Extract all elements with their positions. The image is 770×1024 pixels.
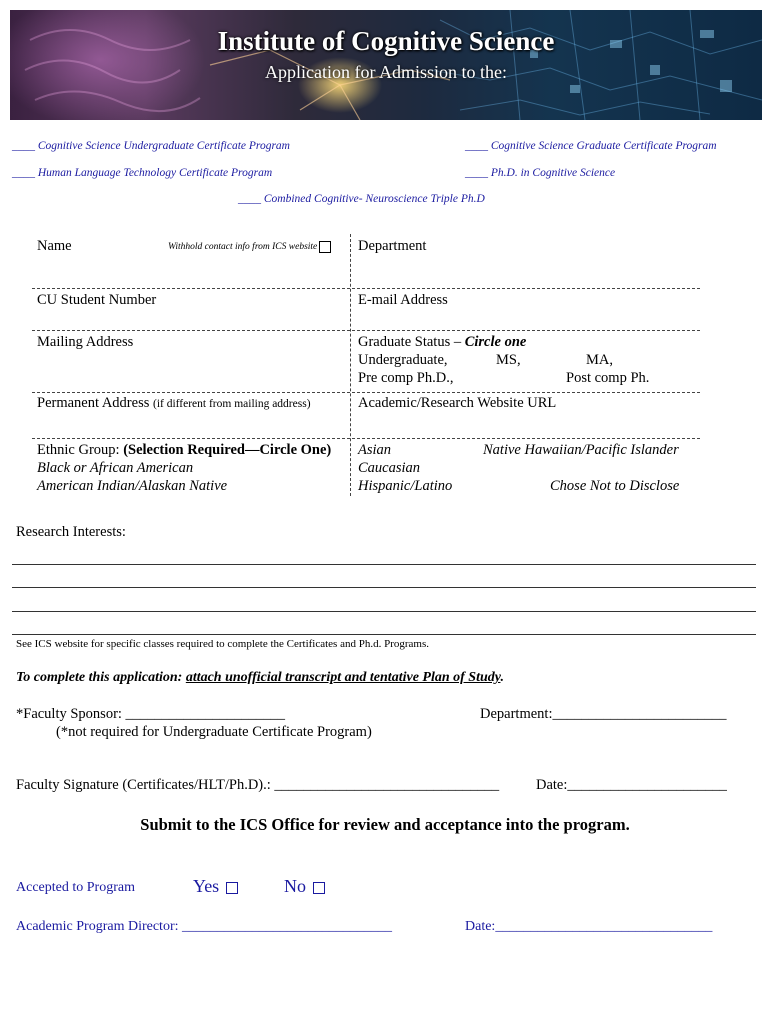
- ethnic-option-caucasian[interactable]: Caucasian: [358, 460, 421, 476]
- signature-date-field[interactable]: Date:______________________: [536, 777, 727, 793]
- status-ms-option[interactable]: MS,: [496, 352, 521, 368]
- research-line[interactable]: [12, 611, 756, 612]
- ethnic-group-label: Ethnic Group:: [37, 442, 124, 458]
- faculty-sponsor-note: (*not required for Undergraduate Certificate Program): [56, 724, 372, 740]
- program-undergrad-cert[interactable]: ____ Cognitive Science Undergraduate Certificate Program: [12, 140, 290, 152]
- research-interests-label: Research Interests:: [16, 524, 126, 540]
- ethnic-option-hawaiian[interactable]: Native Hawaiian/Pacific Islander: [483, 442, 679, 458]
- accepted-no-label: No: [284, 876, 306, 896]
- program-triple-phd[interactable]: ____ Combined Cognitive- Neuroscience Triple Ph.D: [238, 193, 485, 205]
- status-precomp-option[interactable]: Pre comp Ph.D.,: [358, 370, 454, 386]
- ethnic-group-heading: [37, 442, 331, 459]
- research-line[interactable]: [12, 634, 756, 635]
- form-row-divider: [32, 330, 700, 331]
- status-postcomp-option[interactable]: Post comp Ph.: [566, 370, 650, 386]
- cu-student-number-label[interactable]: CU Student Number: [37, 292, 157, 308]
- accepted-no-option[interactable]: [284, 876, 325, 897]
- page-subtitle: Application for Admission to the:: [265, 62, 507, 82]
- ethnic-option-not-disclose[interactable]: Chose Not to Disclose: [550, 478, 680, 494]
- ethnic-required-note: (Selection Required—Circle One): [123, 442, 332, 458]
- mailing-address-label[interactable]: Mailing Address: [37, 334, 134, 350]
- form-row-divider: [32, 392, 700, 393]
- form-row-divider: [32, 288, 700, 289]
- sponsor-department-field[interactable]: Department:________________________: [480, 706, 727, 722]
- accepted-yes-label: Yes: [193, 876, 220, 896]
- research-line[interactable]: [12, 564, 756, 565]
- program-hlt-cert[interactable]: ____ Human Language Technology Certificate Program: [12, 167, 273, 179]
- ethnic-option-american-indian[interactable]: American Indian/Alaskan Native: [37, 478, 228, 494]
- ethnic-option-hispanic[interactable]: Hispanic/Latino: [358, 478, 453, 494]
- form-row-divider: [32, 438, 700, 439]
- page-title: Institute of Cognitive Science: [217, 26, 555, 56]
- ethnic-option-black[interactable]: Black or African American: [37, 460, 194, 476]
- withhold-contact-checkbox[interactable]: [319, 241, 331, 253]
- ethnic-option-asian[interactable]: Asian: [358, 442, 392, 458]
- withhold-contact-label: Withhold contact info from ICS website: [168, 242, 318, 253]
- research-line[interactable]: [12, 587, 756, 588]
- form-column-divider: [350, 234, 351, 496]
- email-field-label[interactable]: E-mail Address: [358, 292, 448, 308]
- complete-application-instruction: [16, 670, 504, 686]
- circle-one-instruction: Circle one: [464, 334, 527, 350]
- graduate-status-heading: [358, 334, 526, 351]
- status-ma-option[interactable]: MA,: [586, 352, 613, 368]
- director-date-field[interactable]: Date:_______________________________: [465, 919, 713, 934]
- permanent-address-field[interactable]: [37, 395, 311, 412]
- ics-website-note: See ICS website for specific classes required to complete the Certificates and Ph.d. Programs.: [16, 638, 429, 650]
- withhold-contact-option[interactable]: [168, 241, 331, 253]
- attach-documents-note: attach unofficial transcript and tentative Plan of Study: [185, 670, 501, 685]
- complete-suffix: .: [500, 670, 504, 685]
- faculty-signature-field[interactable]: Faculty Signature (Certificates/HLT/Ph.D).: _______________________________: [16, 777, 500, 793]
- accepted-yes-option[interactable]: [193, 876, 238, 897]
- graduate-status-label: Graduate Status –: [358, 334, 465, 350]
- program-phd[interactable]: ____ Ph.D. in Cognitive Science: [465, 167, 616, 179]
- accepted-no-checkbox[interactable]: [313, 882, 325, 894]
- permanent-address-label: Permanent Address: [37, 395, 150, 411]
- permanent-address-note: (if different from mailing address): [152, 398, 311, 410]
- department-field-label[interactable]: Department: [358, 238, 427, 254]
- website-url-label[interactable]: Academic/Research Website URL: [358, 395, 557, 411]
- submit-instruction: Submit to the ICS Office for review and acceptance into the program.: [140, 815, 630, 834]
- header-banner: [10, 10, 762, 120]
- status-undergrad-option[interactable]: Undergraduate,: [358, 352, 448, 368]
- program-grad-cert[interactable]: ____ Cognitive Science Graduate Certificate Program: [465, 140, 717, 152]
- program-director-field[interactable]: Academic Program Director: ______________________________: [16, 919, 392, 934]
- accepted-to-program-label: Accepted to Program: [16, 880, 135, 895]
- complete-prefix: To complete this application:: [16, 670, 186, 685]
- faculty-sponsor-field[interactable]: *Faculty Sponsor: ______________________: [16, 706, 286, 722]
- name-field-label[interactable]: Name: [37, 238, 72, 254]
- accepted-yes-checkbox[interactable]: [226, 882, 238, 894]
